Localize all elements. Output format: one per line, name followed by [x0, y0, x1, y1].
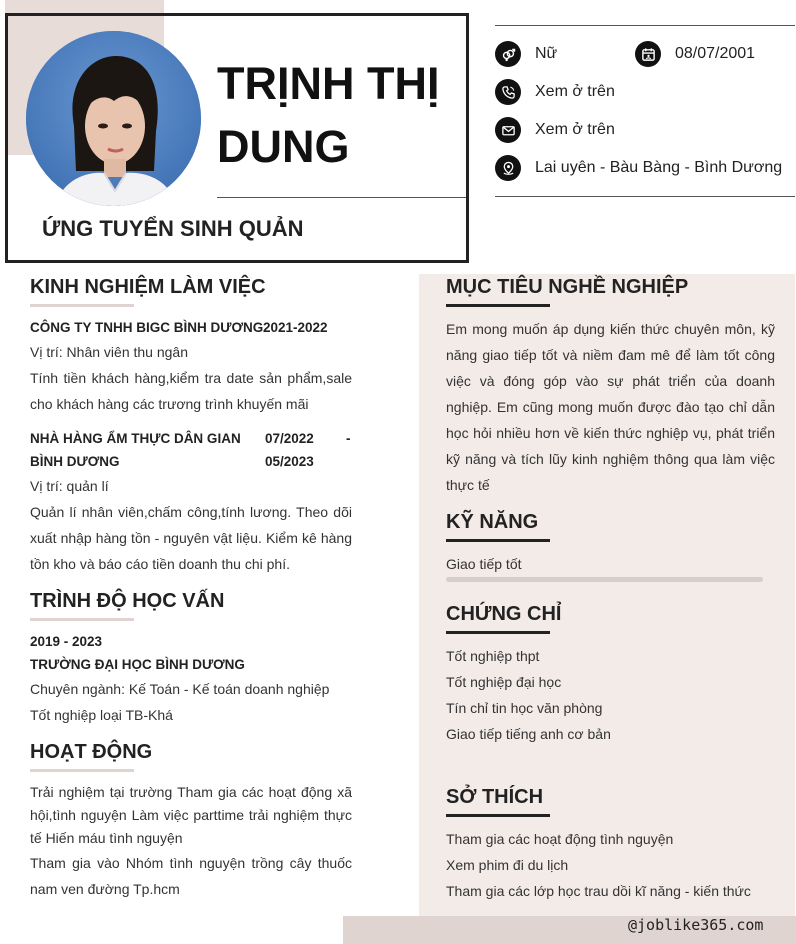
hobby-item: Xem phim đi du lịch [446, 857, 569, 873]
job-2-position: Vị trí: quản lí [30, 478, 109, 494]
job-2-period-dash: - [346, 431, 351, 446]
objective-underline [446, 304, 550, 307]
location-icon [495, 155, 521, 181]
calendar-icon [635, 41, 661, 67]
hobby-item: Tham gia các lớp học trau dồi kĩ năng - kiến thức [446, 883, 751, 899]
job-2-period-end: 05/2023 [265, 454, 314, 469]
certificates-title: CHỨNG CHỈ [446, 603, 562, 625]
job-2-period-start: 07/2022 [265, 431, 314, 446]
experience-underline [30, 304, 134, 307]
objective-title: MỤC TIÊU NGHỀ NGHIỆP [446, 276, 689, 298]
skill-level-bar [446, 577, 763, 582]
certificate-item: Tốt nghiệp thpt [446, 648, 540, 664]
activity-item-2: Tham gia vào Nhóm tình nguyện trồng cây thuốc nam ven đường Tp.hcm [30, 855, 352, 897]
contact-divider-top [495, 25, 795, 26]
skills-underline [446, 539, 550, 542]
birthdate-value: 08/07/2001 [675, 45, 756, 62]
skill-item-name: Giao tiếp tốt [446, 556, 522, 572]
watermark-text: @joblike365.com [628, 916, 764, 934]
job-1-period: 2021-2022 [263, 320, 328, 335]
name-line-1: TRỊNH THỊ [217, 58, 440, 109]
certificate-item: Giao tiếp tiếng anh cơ bản [446, 726, 611, 742]
hobbies-title: SỞ THÍCH [446, 786, 544, 808]
objective-text: Em mong muốn áp dụng kiến thức chuyên môn, kỹ năng giao tiếp tốt và niềm đam mê để làm tốt công việc và đóng góp vào sự phát triển của doanh nghiệp. Em cũng mong muốn được đào tạo chỉ dẫn học hỏi nhiều hơn về kiến thức nghiệp vụ, phát triển kỹ năng và tích lũy kinh nghiệm thông qua làm việc thực tế [446, 321, 775, 493]
education-period: 2019 - 2023 [30, 634, 103, 649]
education-grade: Tốt nghiệp loại TB-Khá [30, 707, 173, 723]
job-2-company-line-1: NHÀ HÀNG ẨM THỰC DÂN GIAN [30, 431, 241, 446]
gender-icon [495, 41, 521, 67]
address-value: Lai uyên - Bàu Bàng - Bình Dương [535, 159, 783, 176]
email-icon [495, 117, 521, 143]
hobby-item: Tham gia các hoạt động tình nguyện [446, 831, 674, 847]
job-2-company-line-2: BÌNH DƯƠNG [30, 454, 120, 469]
hobbies-underline [446, 814, 550, 817]
education-underline [30, 618, 134, 621]
phone-icon [495, 79, 521, 105]
email-value: Xem ở trên [535, 121, 615, 138]
education-school: TRƯỜNG ĐẠI HỌC BÌNH DƯƠNG [30, 657, 245, 672]
candidate-name [217, 52, 439, 178]
job-2-description: Quản lí nhân viên,chấm công,tính lương. Theo dõi xuất nhập hàng tồn - nguyên vật liệu. Kiểm kê hàng tồn kho và báo cáo tiền doanh thu chi phí. [30, 504, 352, 572]
avatar [26, 31, 201, 206]
certificates-underline [446, 631, 550, 634]
contact-divider-bottom [495, 196, 795, 197]
activity-item-1: Trải nghiệm tại trường Tham gia các hoạt động xã hội,tình nguyện Làm việc parttime trải nghiệm thực tế Hiến máu tình nguyện [30, 784, 352, 846]
certificate-item: Tốt nghiệp đại học [446, 674, 562, 690]
gender-value: Nữ [535, 45, 558, 62]
job-1-company: CÔNG TY TNHH BIGC BÌNH DƯƠNG [30, 320, 264, 335]
name-line-2: DUNG [217, 121, 350, 172]
activities-title: HOẠT ĐỘNG [30, 741, 153, 763]
education-title: TRÌNH ĐỘ HỌC VẤN [30, 590, 225, 612]
experience-title: KINH NGHIỆM LÀM VIỆC [30, 276, 266, 298]
applied-position: ỨNG TUYỂN SINH QUẢN [42, 216, 304, 241]
skills-title: KỸ NĂNG [446, 511, 539, 533]
phone-value: Xem ở trên [535, 83, 615, 100]
education-major: Chuyên ngành: Kế Toán - Kế toán doanh nghiệp [30, 681, 330, 697]
activities-underline [30, 769, 134, 772]
name-divider [217, 197, 466, 198]
job-1-position: Vị trí: Nhân viên thu ngân [30, 344, 188, 360]
job-1-description: Tính tiền khách hàng,kiểm tra date sản phẩm,sale cho khách hàng các trương trình khuyến mãi [30, 370, 352, 412]
certificate-item: Tín chỉ tin học văn phòng [446, 700, 603, 716]
